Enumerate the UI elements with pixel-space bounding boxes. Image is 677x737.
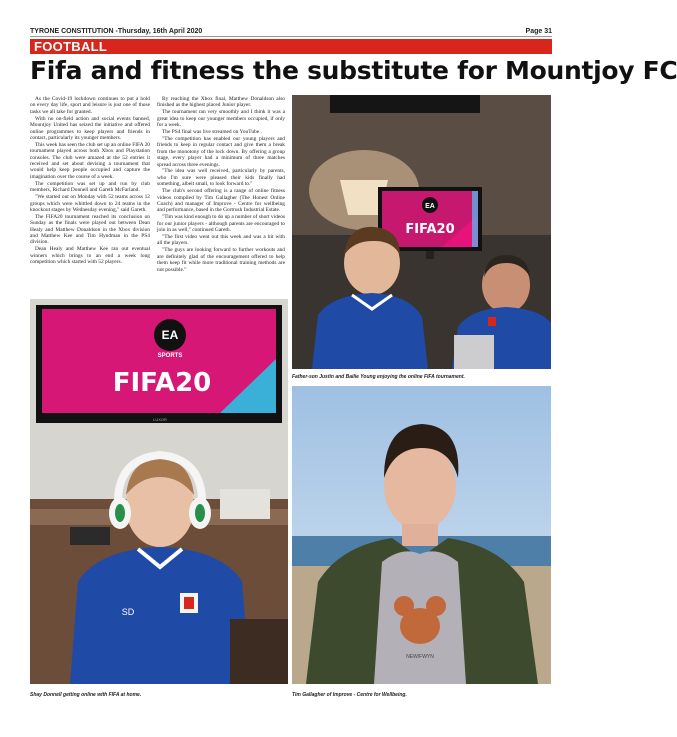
caption-father-son: Father-son Justin and Bailie Young enjoying the online FIFA tournament. [292, 374, 465, 380]
section-bar [30, 39, 552, 54]
caption-tim: Tim Gallagher of Improve - Centre for Wellbeing. [292, 692, 407, 698]
paragraph: "The guys are looking forward to further workouts and are definitely glad of the encouragement offered to help them keep fit while more traditional training methods are not possible." [157, 247, 285, 273]
tv-title: FIFA20 [112, 368, 212, 398]
paragraph: As the Covid-19 lockdown continues to put a hold on every day life, sport and leisure is just one of those tasks we all take for granted. [30, 96, 150, 115]
photo-father-son [292, 95, 551, 369]
section-label: FOOTBALL [34, 39, 108, 54]
paragraph: The FIFA20 tournament reached its conclusion on Sunday as the finals were played out between Dean Healy and Matthew Donaldson in the Xbox division and Matthew Kee and Tim Hyndman in the PS4 division. [30, 213, 150, 246]
paragraph: The club's second offering is a range of online fitness videos compiled by Tim Gallagher (The Honest Online Coach) and manager of Improve - Centre for wellbeing and performance, based in the Gortrush Industrial Estate. [157, 188, 285, 214]
caption-shay: Shay Donnell getting online with FIFA at home. [30, 692, 142, 698]
photo-tim [292, 386, 551, 684]
headline: Fifa and fitness the substitute for Mountjoy FC [30, 56, 677, 85]
paragraph: This week has seen the club set up an online FIFA 20 tournament played across both Xbox and Playstation consoles. The club were amazed at the 52 entries it received and set about devising a tournament that would help keep people occupied and capture the imagination over the course of a week. [30, 141, 150, 180]
paragraph: The PS4 final was live streamed on YouTube . [162, 129, 262, 136]
tshirt-text: NEW/FWYN [406, 654, 434, 660]
page-number: Page 31 [525, 28, 552, 35]
paragraph: By reaching the Xbox final, Matthew Donaldson also finished as the highest placed Junior player. [157, 96, 285, 109]
paragraph: "The competition has enabled our young players and friends to keep in regular contact and give them a break from the monotony of the lock down. By offering a group stage, every player had a minimum of three matches spread across three evenings. [157, 135, 285, 168]
tv-title: FIFA20 [405, 222, 455, 237]
paragraph: "The first video went out this week and was a hit with all the players. [157, 234, 285, 247]
paragraph: "The idea was well received, particularly by parents, who I'm sure were pleased their kids finally had something, albeit small, to look forward to." [157, 168, 285, 188]
paragraph: "We started out on Monday with 52 teams across 12 groups which were whittled down to 24 teams in the knockout stages by Wednesday evening," said Gareth. [30, 194, 150, 213]
article-column-1 [30, 96, 150, 266]
paragraph: "Tim was kind enough to do up a number of short videos for our junior players - although parents are encouraged to join in as well," continued Gareth. [157, 214, 285, 234]
masthead-rule [30, 36, 552, 37]
publication-line: TYRONE CONSTITUTION -Thursday, 16th April 2020 [30, 28, 203, 35]
jersey-initials: SD [121, 607, 135, 617]
tv-maker: LUXOR [153, 417, 167, 422]
paragraph: Dean Healy and Matthew Kee ran out eventual winners which brings to an end a week long competition which started with 52 players. [30, 246, 150, 266]
paragraph: With no on-field action and social events banned, Mountjoy United has seized the initiative and offered online programmes to keep players and friends in contact, particularly its younger members. [30, 115, 150, 141]
article-column-2 [157, 96, 285, 273]
tv-brand: EA [161, 328, 179, 342]
photo-shay [30, 299, 288, 684]
paragraph: The competition was set up and run by club members, Richard Donnell and Gareth McFarland. [30, 180, 150, 194]
tv-brand-sub: SPORTS [157, 353, 183, 359]
paragraph: The tournament ran very smoothly and I think it was a great idea to keep our younger members occupied, if only for a week. [157, 109, 285, 129]
tv-brand: EA [425, 203, 435, 210]
